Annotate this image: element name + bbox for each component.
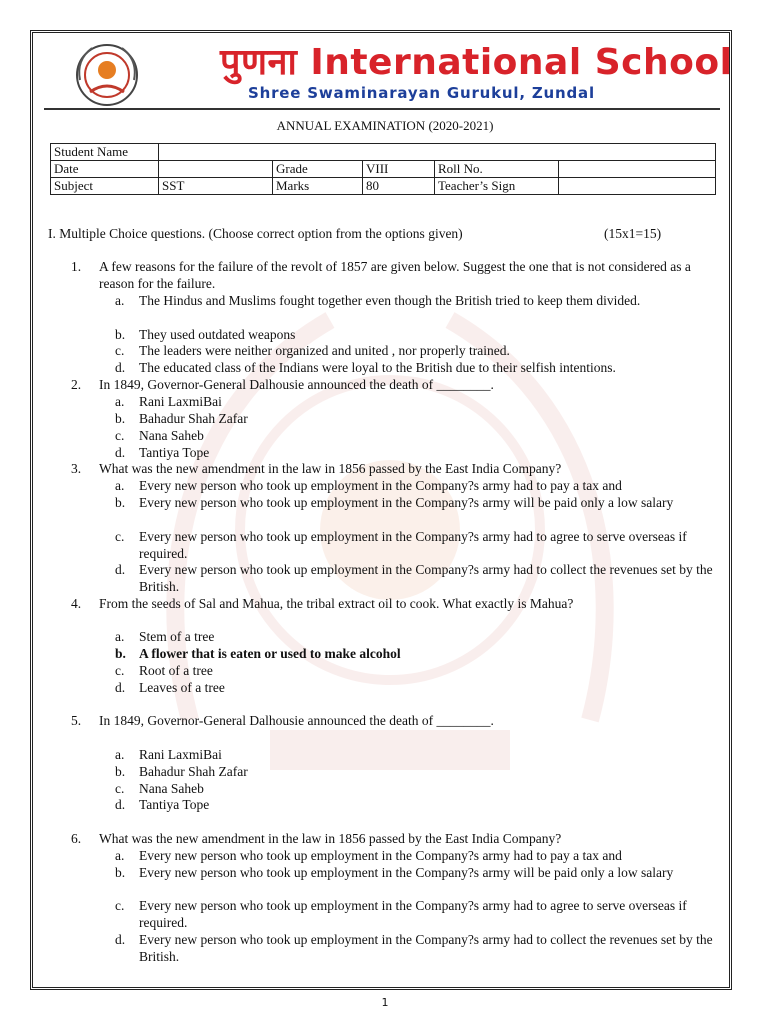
question-4 bbox=[71, 596, 714, 613]
option-6d[interactable]: d. Every new person who took up employment in the Company?s army had to collect the revenues set by the British. bbox=[115, 932, 713, 964]
option-5d[interactable]: d. Tantiya Tope bbox=[115, 797, 210, 812]
option-6c[interactable]: c. Every new person who took up employment in the Company?s army had to agree to serve overseas if required. bbox=[115, 898, 687, 930]
student-info-table bbox=[50, 143, 716, 195]
teacher-sign-label: Teacher’s Sign bbox=[435, 178, 559, 195]
table-row bbox=[51, 144, 716, 161]
question-number: 3. bbox=[71, 461, 82, 476]
option-2d[interactable]: d. Tantiya Tope bbox=[115, 445, 210, 460]
date-label: Date bbox=[51, 161, 159, 178]
option-1c[interactable]: c. The leaders were neither organized and united , nor properly trained. bbox=[115, 343, 510, 358]
question-text: What was the new amendment in the law in 1856 passed by the East India Company? bbox=[99, 831, 562, 846]
student-name-field[interactable] bbox=[159, 144, 716, 161]
question-6 bbox=[71, 831, 714, 848]
question-text: In 1849, Governor-General Dalhousie announced the death of ________. bbox=[99, 713, 494, 728]
option-4c[interactable]: c. Root of a tree bbox=[115, 663, 213, 678]
option-6a[interactable]: a. Every new person who took up employment in the Company?s army had to pay a tax and bbox=[115, 848, 622, 863]
question-2 bbox=[71, 377, 714, 394]
option-5a[interactable]: a. Rani LaxmiBai bbox=[115, 747, 222, 762]
school-logo-icon bbox=[72, 40, 142, 110]
marks-value: 80 bbox=[363, 178, 435, 195]
section-marks: (15x1=15) bbox=[604, 226, 662, 241]
school-header bbox=[44, 38, 733, 108]
section-heading: I. Multiple Choice questions. (Choose correct option from the options given) bbox=[48, 226, 463, 241]
school-name: पुणना International School bbox=[220, 42, 733, 83]
option-5b[interactable]: b. Bahadur Shah Zafar bbox=[115, 764, 248, 779]
teacher-sign-field[interactable] bbox=[559, 178, 716, 195]
question-number: 6. bbox=[71, 831, 82, 846]
option-4b-correct[interactable]: b. A flower that is eaten or used to make alcohol bbox=[115, 646, 401, 661]
option-2a[interactable]: a. Rani LaxmiBai bbox=[115, 394, 222, 409]
subject-value: SST bbox=[159, 178, 273, 195]
question-3 bbox=[71, 461, 714, 478]
subject-label: Subject bbox=[51, 178, 159, 195]
option-3b[interactable]: b. Every new person who took up employment in the Company?s army will be paid only a low salary bbox=[115, 495, 674, 510]
grade-label: Grade bbox=[273, 161, 363, 178]
question-5 bbox=[71, 713, 714, 730]
question-text: What was the new amendment in the law in 1856 passed by the East India Company? bbox=[99, 461, 562, 476]
option-1a[interactable]: a. The Hindus and Muslims fought together even though the British tried to keep them divided. bbox=[115, 293, 641, 308]
option-2b[interactable]: b. Bahadur Shah Zafar bbox=[115, 411, 248, 426]
option-3a[interactable]: a. Every new person who took up employment in the Company?s army had to pay a tax and bbox=[115, 478, 622, 493]
question-text: A few reasons for the failure of the revolt of 1857 are given below. Suggest the one that is not considered as a reason for the failure. bbox=[99, 259, 691, 291]
header-divider bbox=[44, 108, 720, 110]
question-number: 1. bbox=[71, 259, 82, 274]
grade-value: VIII bbox=[363, 161, 435, 178]
marks-label: Marks bbox=[273, 178, 363, 195]
question-number: 2. bbox=[71, 377, 82, 392]
question-text: From the seeds of Sal and Mahua, the tribal extract oil to cook. What exactly is Mahua? bbox=[99, 596, 574, 611]
school-subtitle: Shree Swaminarayan Gurukul, Zundal bbox=[248, 84, 595, 102]
option-5c[interactable]: c. Nana Saheb bbox=[115, 781, 204, 796]
option-2c[interactable]: c. Nana Saheb bbox=[115, 428, 204, 443]
option-4d[interactable]: d. Leaves of a tree bbox=[115, 680, 225, 695]
option-1d[interactable]: d. The educated class of the Indians were loyal to the British due to their selfish intentions. bbox=[115, 360, 616, 375]
exam-title: ANNUAL EXAMINATION (2020-2021) bbox=[276, 118, 494, 133]
roll-field[interactable] bbox=[559, 161, 716, 178]
option-3c[interactable]: c. Every new person who took up employment in the Company?s army had to agree to serve overseas if required. bbox=[115, 529, 687, 561]
date-field[interactable] bbox=[159, 161, 273, 178]
question-text: In 1849, Governor-General Dalhousie announced the death of ________. bbox=[99, 377, 494, 392]
option-6b[interactable]: b. Every new person who took up employment in the Company?s army will be paid only a low salary bbox=[115, 865, 674, 880]
table-row bbox=[51, 161, 716, 178]
option-4a[interactable]: a. Stem of a tree bbox=[115, 629, 215, 644]
question-number: 5. bbox=[71, 713, 82, 728]
page-number: 1 bbox=[381, 996, 389, 1009]
question-number: 4. bbox=[71, 596, 82, 611]
question-1 bbox=[71, 259, 714, 293]
student-name-label: Student Name bbox=[51, 144, 159, 161]
option-1b[interactable]: b. They used outdated weapons bbox=[115, 327, 296, 342]
table-row bbox=[51, 178, 716, 195]
option-3d[interactable]: d. Every new person who took up employment in the Company?s army had to collect the revenues set by the British. bbox=[115, 562, 713, 594]
roll-label: Roll No. bbox=[435, 161, 559, 178]
